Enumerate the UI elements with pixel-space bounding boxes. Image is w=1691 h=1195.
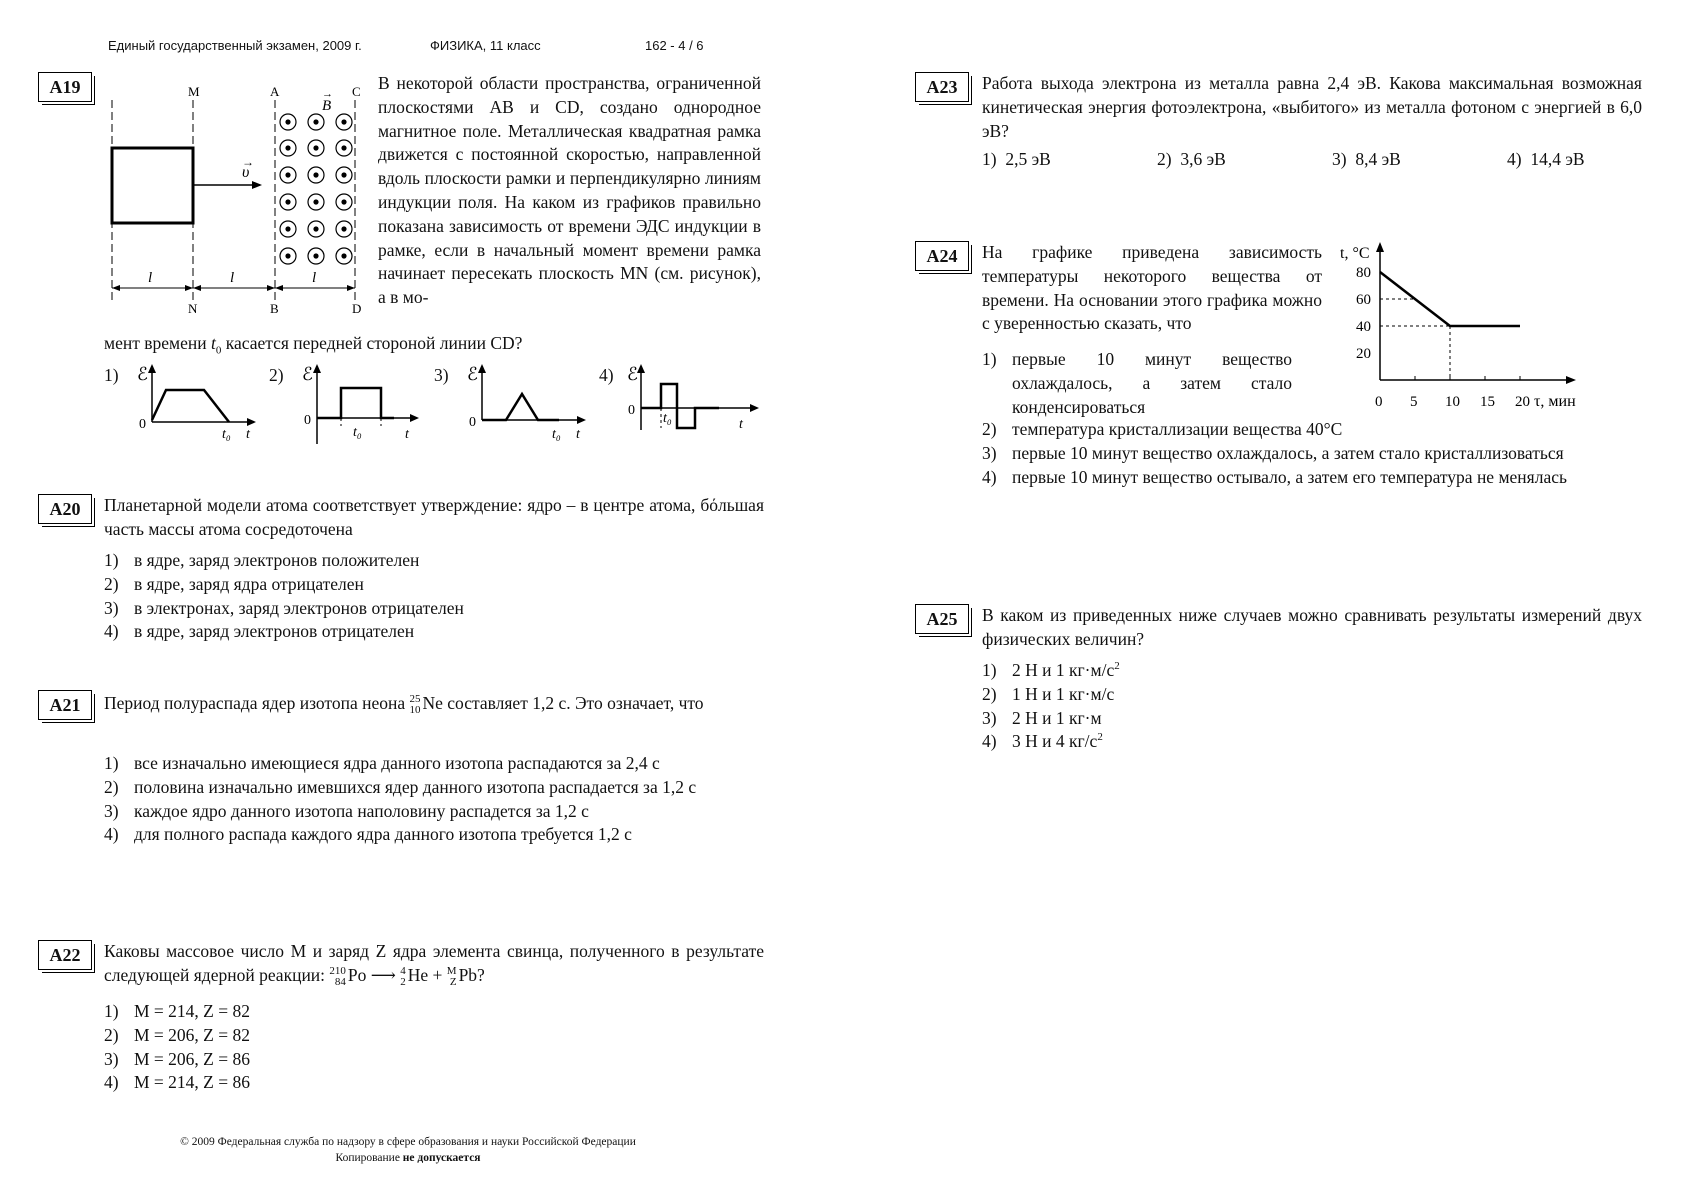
- field-dot-center: [285, 199, 290, 204]
- a19-option-3[interactable]: [434, 362, 594, 442]
- length-label-3: l: [312, 270, 317, 286]
- a24-option-2[interactable]: 2) температура кристаллизации вещества 40°С: [982, 419, 1343, 439]
- graph-3-svg: [434, 362, 594, 442]
- graph-3-t0: t₀: [552, 427, 561, 442]
- graph-2-t: t: [405, 427, 409, 442]
- field-dot-center: [341, 145, 346, 150]
- page-number: 162 - 4 / 6: [645, 38, 704, 53]
- polonium-symbol: Po: [347, 964, 367, 985]
- graph-4-t: t: [739, 417, 743, 432]
- y-tick-label: 80: [1356, 265, 1371, 281]
- helium-symbol: He +: [407, 964, 443, 985]
- lead-symbol: Pb?: [458, 964, 485, 985]
- a22-option-2[interactable]: 2) M = 206, Z = 82: [104, 1024, 250, 1045]
- a20-option-1[interactable]: 1) в ядре, заряд электронов положителен: [104, 550, 420, 570]
- a25-option-2[interactable]: 2) 1 Н и 1 кг·м/с: [982, 683, 1115, 704]
- a20-text: Планетарной модели атома соответствует утверждение: ядро – в центре атома, бόльшая часть массы атома сосредоточена: [104, 495, 764, 539]
- x-tick-label: 15: [1480, 394, 1495, 410]
- graph-2-svg: [269, 362, 429, 447]
- a20-options: [104, 549, 764, 644]
- field-dot-center: [341, 253, 346, 258]
- a23-option-2[interactable]: 2) 3,6 эВ: [1157, 149, 1226, 169]
- a20-option-2[interactable]: 2) в ядре, заряд ядра отрицателен: [104, 573, 364, 594]
- a19-option-1[interactable]: [104, 362, 264, 442]
- question-number-a25: A25: [915, 604, 969, 634]
- a22-text: Каковы массовое число M и заряд Z ядра элемента свинца, полученного в результате следующей ядерной реакции: 210 84 Po ⟶ 4 2 He + M Z Pb?: [104, 941, 764, 988]
- neon-symbol: Ne: [422, 693, 443, 713]
- a19-answer-graphs: [104, 362, 764, 442]
- graph-2-t0: t₀: [353, 425, 362, 440]
- a25-option-3[interactable]: 3) 2 Н и 1 кг·м: [982, 707, 1102, 728]
- question-number-a22: A22: [38, 940, 92, 970]
- graph-4-emf-label: ℰ: [627, 364, 638, 384]
- graph-4-zero: 0: [628, 403, 635, 418]
- length-label-2: l: [230, 270, 235, 286]
- a22-option-4[interactable]: 4) M = 214, Z = 86: [104, 1072, 250, 1093]
- question-number-a23: A23: [915, 72, 969, 102]
- a19-frame-figure: [100, 80, 370, 320]
- question-number-a21: A21: [38, 690, 92, 720]
- x-axis-arrow: [1566, 376, 1576, 384]
- option-number: 3): [434, 365, 449, 385]
- x-tick-label: 5: [1410, 394, 1418, 410]
- x-tick-label: 0: [1375, 394, 1383, 410]
- a21-text-after: составляет 1,2 с. Это означает, что: [447, 693, 704, 713]
- a23-option-3[interactable]: 3) 8,4 эВ: [1332, 149, 1401, 169]
- y-tick-label: 20: [1356, 346, 1371, 362]
- graph-3-zero: 0: [469, 415, 476, 430]
- y-tick-label: 60: [1356, 292, 1371, 308]
- a19-option-4[interactable]: [599, 362, 769, 442]
- x-tick-label: 20: [1515, 394, 1530, 410]
- graph-1-emf-label: ℰ: [137, 364, 148, 384]
- label-a: A: [270, 84, 280, 99]
- a24-option-3[interactable]: 3) первые 10 минут вещество охлаждалось, а затем стало кристаллизоваться: [982, 442, 1564, 463]
- field-dot-center: [341, 226, 346, 231]
- x-axis-label: τ, мин: [1534, 393, 1576, 410]
- a22-option-1[interactable]: 1) M = 214, Z = 82: [104, 1001, 250, 1021]
- a22-question-text: Каковы массовое число M и заряд Z ядра элемента свинца, полученного в результате следующей ядерной реакции:: [104, 941, 764, 985]
- a24-options-rest: [982, 418, 1642, 489]
- graph-4-t0: t₀: [663, 411, 672, 426]
- graph-2-emf-label: ℰ: [302, 364, 313, 384]
- graph-1-svg: [104, 362, 264, 442]
- a21-text: [104, 692, 764, 716]
- question-number-a20: A20: [38, 494, 92, 524]
- field-dot-center: [313, 172, 318, 177]
- svg-text:→: →: [322, 88, 333, 100]
- a21-options: [104, 752, 749, 847]
- a24-options-1: [982, 348, 1292, 419]
- page-footer: [108, 1135, 708, 1166]
- graph-3-emf-label: ℰ: [467, 364, 478, 384]
- velocity-label: υ: [242, 164, 250, 181]
- field-dot-center: [313, 119, 318, 124]
- a23-options: [982, 148, 1682, 172]
- field-dot-center: [341, 199, 346, 204]
- field-dot-center: [285, 119, 290, 124]
- question-number-a24: A24: [915, 241, 969, 271]
- graph-3-t: t: [576, 427, 580, 442]
- graph-1-zero: 0: [139, 417, 146, 432]
- field-dot-center: [313, 253, 318, 258]
- field-dot-center: [313, 226, 318, 231]
- option-number: 1): [104, 365, 119, 385]
- a25-text: В каком из приведенных ниже случаев можно сравнивать результаты измерений двух физических величин?: [982, 605, 1642, 649]
- label-d: D: [352, 301, 362, 316]
- graph-1-t0: t₀: [222, 427, 231, 442]
- reaction-arrow: ⟶: [370, 964, 396, 985]
- y-axis-label: t, °C: [1340, 245, 1370, 262]
- magnetic-field-dots: [280, 114, 352, 264]
- copy-notice: Копирование не допускается: [335, 1151, 481, 1164]
- a23-option-4[interactable]: 4) 14,4 эВ: [1507, 149, 1585, 169]
- neon-isotope-notation: 25 10: [409, 692, 421, 716]
- field-dot-center: [341, 119, 346, 124]
- a21-text-before: Период полураспада ядер изотопа неона: [104, 693, 406, 713]
- field-dot-center: [285, 145, 290, 150]
- a25-options: [982, 659, 1382, 754]
- x-tick-label: 10: [1445, 394, 1460, 410]
- a20-option-4[interactable]: 4) в ядре, заряд электронов отрицателен: [104, 621, 415, 642]
- graph-2-zero: 0: [304, 413, 311, 428]
- copyright-line: © 2009 Федеральная служба по надзору в сфере образования и науки Российской Федерации: [180, 1136, 636, 1148]
- field-dot-center: [313, 145, 318, 150]
- field-dot-center: [341, 172, 346, 177]
- subject-title: ФИЗИКА, 11 класс: [430, 38, 541, 53]
- label-b: B: [270, 301, 279, 316]
- field-dot-center: [285, 226, 290, 231]
- graph-4-svg: [599, 362, 769, 442]
- y-tick-label: 40: [1356, 319, 1371, 335]
- a19-text-bottom: мент времени $t_0$ касается передней стороной линии CD?: [104, 333, 523, 357]
- a24-option-1[interactable]: 1) первые 10 минут вещество охлаждалось, а затем стало конденсироваться: [982, 349, 1292, 417]
- question-number-a19: A19: [38, 72, 92, 102]
- a24-text: На графике приведена зависимость температуры некоторого вещества от времени. На основании этого графика можно с уверенностью сказать, что: [982, 242, 1322, 334]
- field-b-label: B: [322, 98, 332, 114]
- svg-text:→: →: [242, 155, 254, 169]
- graph-1-t: t: [246, 427, 250, 442]
- a24-temperature-chart: [1330, 240, 1610, 410]
- option-number: 2): [269, 365, 284, 385]
- a20-option-3[interactable]: 3) в электронах, заряд электронов отрицателен: [104, 597, 464, 618]
- field-dot-center: [313, 199, 318, 204]
- a23-option-1[interactable]: 1) 2,5 эВ: [982, 149, 1051, 169]
- a19-option-2[interactable]: [269, 362, 429, 447]
- a19-text-top: В некоторой области пространства, ограниченной плоскостями AB и CD, создано однородное магнитное поле. Металлическая квадратная рамка движется с постоянной скоростью, направленной вдоль плоскости рамки и перпендикулярно линиям индукции поля. На каком из графиков правильно показана зависимость от времени ЭДС индукции в рамке, если в начальный момент времени рамка начинает пересекать плоскость MN (см. рисунок), а в мо-: [378, 73, 761, 308]
- a21-option-2[interactable]: 2) половина изначально имевшихся ядер данного изотопа распадается за 1,2 с: [104, 776, 697, 797]
- y-axis-arrow: [1376, 242, 1384, 252]
- label-m: M: [188, 84, 200, 99]
- a23-text: Работа выхода электрона из металла равна 2,4 эВ. Какова максимальная возможная кинетическая энергия фотоэлектрона, «выбитого» из металла фотоном с энергией в 6,0 эВ?: [982, 73, 1642, 141]
- label-c: C: [352, 84, 361, 99]
- length-label-1: l: [148, 270, 153, 286]
- field-dot-center: [285, 253, 290, 258]
- exam-title: Единый государственный экзамен, 2009 г.: [108, 38, 362, 53]
- a25-option-4[interactable]: 4) 3 Н и 4 $кг/с^2$: [982, 731, 1103, 752]
- a21-option-3[interactable]: 3) каждое ядро данного изотопа наполовину распадется за 1,2 с: [104, 800, 589, 821]
- label-n: N: [188, 301, 198, 316]
- option-number: 4): [599, 365, 614, 385]
- a22-option-3[interactable]: 3) M = 206, Z = 86: [104, 1048, 250, 1069]
- a21-option-1[interactable]: 1) все изначально имеющиеся ядра данного изотопа распадаются за 2,4 с: [104, 753, 660, 773]
- field-dot-center: [285, 172, 290, 177]
- a24-option-4[interactable]: 4) первые 10 минут вещество остывало, а затем его температура не менялась: [982, 466, 1567, 487]
- a21-option-4[interactable]: 4) для полного распада каждого ядра данного изотопа требуется 1,2 с: [104, 824, 632, 845]
- a22-options: [104, 1000, 504, 1095]
- a25-option-1[interactable]: 1) 2 Н и 1 $кг\cdot м/с^2$: [982, 660, 1120, 680]
